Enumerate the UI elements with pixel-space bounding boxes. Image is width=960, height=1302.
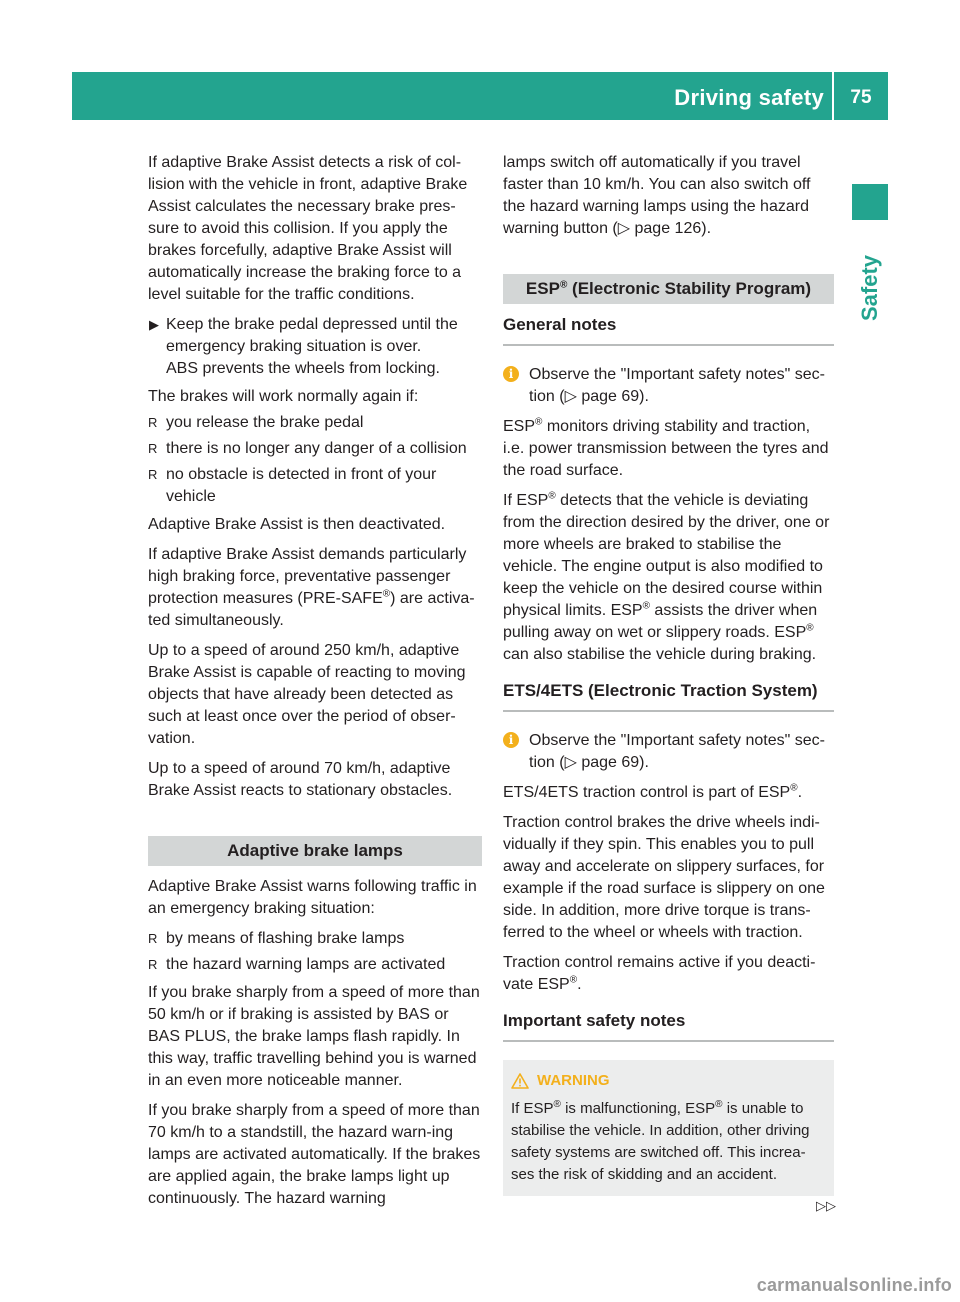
paragraph: ETS/4ETS traction control is part of ESP®. (503, 782, 803, 801)
page-number: 75 (850, 87, 872, 108)
list-item: R the hazard warning lamps are activated (148, 954, 482, 976)
header-divider (832, 72, 834, 120)
chapter-tab-marker (852, 184, 888, 220)
page-ref-arrow-icon: ▷ (564, 388, 577, 405)
section-heading: ESP® (Electronic Stability Program) (503, 274, 834, 304)
paragraph: Traction control remains active if you deacti-vate ESP®. (503, 954, 816, 993)
paragraph: Traction control brakes the drive wheels indi-vidually if they spin. This enables you to pull away and accelerate on slippery surfaces, for example if the road surface is slippery on one side. In addition, more drive torque is trans-ferred to the wheel or wheels with traction. (503, 814, 825, 941)
registered-mark: ® (382, 588, 391, 600)
instruction-arrow-icon: ▶ (149, 317, 159, 332)
info-icon: i (503, 732, 519, 748)
instruction-step: ▶ Keep the brake pedal depressed until the emergency braking situation is over. ABS prevents the wheels from locking. (149, 316, 458, 377)
subsection-heading: Important safety notes (503, 1010, 834, 1042)
page-reference[interactable]: page 69). (581, 754, 649, 771)
paragraph: ESP® monitors driving stability and traction, i.e. power transmission between the tyres and the road surface. (503, 416, 829, 479)
bullet-icon: R (148, 467, 158, 482)
warning-text: If ESP® is malfunctioning, ESP® is unable to stabilise the vehicle. In addition, other driving safety systems are switched off. This increa-ses the risk of skidding and an accident. (511, 1099, 810, 1183)
watermark: carmanualsonline.info (756, 1275, 952, 1295)
warning-box (503, 1060, 834, 1196)
continue-arrow-icon: ▷▷ (816, 1198, 836, 1213)
section-heading: Adaptive brake lamps (148, 836, 482, 866)
paragraph: If you brake sharply from a speed of more than 50 km/h or if braking is assisted by BAS or BAS PLUS, the brake lamps flash rapidly. In this way, traffic travelling behind you is warned in an even more noticeable manner. (148, 984, 480, 1089)
bullet-list (148, 928, 482, 976)
page-reference[interactable]: page 69). (581, 388, 649, 405)
paragraph: If you brake sharply from a speed of more than 70 km/h to a standstill, the hazard warn-ing lamps are activated automatically. If the brakes are applied again, the brake lamps light up continuously. The hazard warning (148, 1102, 481, 1207)
paragraph: If adaptive Brake Assist detects a risk of col-lision with the vehicle in front, adaptive Brake Assist calculates the necessary brake pres-sure to avoid this collision. If you apply the brakes forcefully, adaptive Brake Assist will automatically increase the braking force to a level suitable for the traffic conditions. (148, 154, 468, 303)
instruction-result: ABS prevents the wheels from locking. (166, 360, 440, 377)
info-icon: i (503, 366, 519, 382)
subsection-heading: ETS/4ETS (Electronic Traction System) (503, 680, 834, 712)
paragraph: Adaptive Brake Assist warns following traffic in an emergency braking situation: (148, 878, 477, 917)
list-item: R there is no longer any danger of a collision (148, 438, 482, 460)
bullet-icon: R (148, 415, 158, 430)
list-item: R you release the brake pedal (148, 412, 482, 434)
page-ref-arrow-icon: ▷ (617, 220, 631, 237)
paragraph: If ESP® detects that the vehicle is deviating from the direction desired by the driver, one or more wheels are braked to stabilise the vehicle. The engine output is also modified to keep the vehicle on the desired course within physical limits. ESP® assists the driver when pulling away on wet or slippery roads. ESP® can also stabilise the vehicle during braking. (503, 490, 830, 663)
page-ref-arrow-icon: ▷ (564, 754, 577, 771)
section-header-title: Driving safety systems (674, 85, 824, 142)
paragraph: The brakes will work normally again if: (148, 388, 419, 405)
info-note: i Observe the "Important safety notes" sec-tion (▷ page 69). (503, 730, 834, 774)
paragraph: Up to a speed of around 250 km/h, adaptive Brake Assist is capable of reacting to moving objects that have already been detected as such at least once over the period of obser-vation. (148, 642, 466, 747)
info-note: i Observe the "Important safety notes" sec-tion (▷ page 69). (503, 364, 834, 408)
paragraph: lamps switch off automatically if you travel faster than 10 km/h. You can also switch off the hazard warning lamps using the hazard warning button (▷ page 126). (503, 154, 811, 237)
bullet-list (148, 412, 482, 508)
chapter-side-label: Safety (857, 254, 882, 322)
paragraph: Adaptive Brake Assist is then deactivated. (148, 516, 446, 533)
warning-title: WARNING (511, 1070, 826, 1092)
bullet-icon: R (148, 931, 158, 946)
paragraph: If adaptive Brake Assist demands particularly high braking force, preventative passenger protection measures (PRE-SAFE®) are activa-ted simultaneously. (148, 546, 475, 629)
bullet-icon: R (148, 957, 158, 972)
bullet-icon: R (148, 441, 158, 456)
paragraph: Up to a speed of around 70 km/h, adaptive Brake Assist reacts to stationary obstacles. (148, 760, 453, 799)
left-column (148, 152, 482, 1218)
right-column (503, 152, 834, 1196)
list-item: R no obstacle is detected in front of your vehicle (148, 466, 437, 505)
warning-triangle-icon (511, 1073, 529, 1089)
subsection-heading: General notes (503, 314, 834, 346)
list-item: R by means of flashing brake lamps (148, 928, 482, 950)
page-reference[interactable]: page 126). (634, 220, 712, 237)
